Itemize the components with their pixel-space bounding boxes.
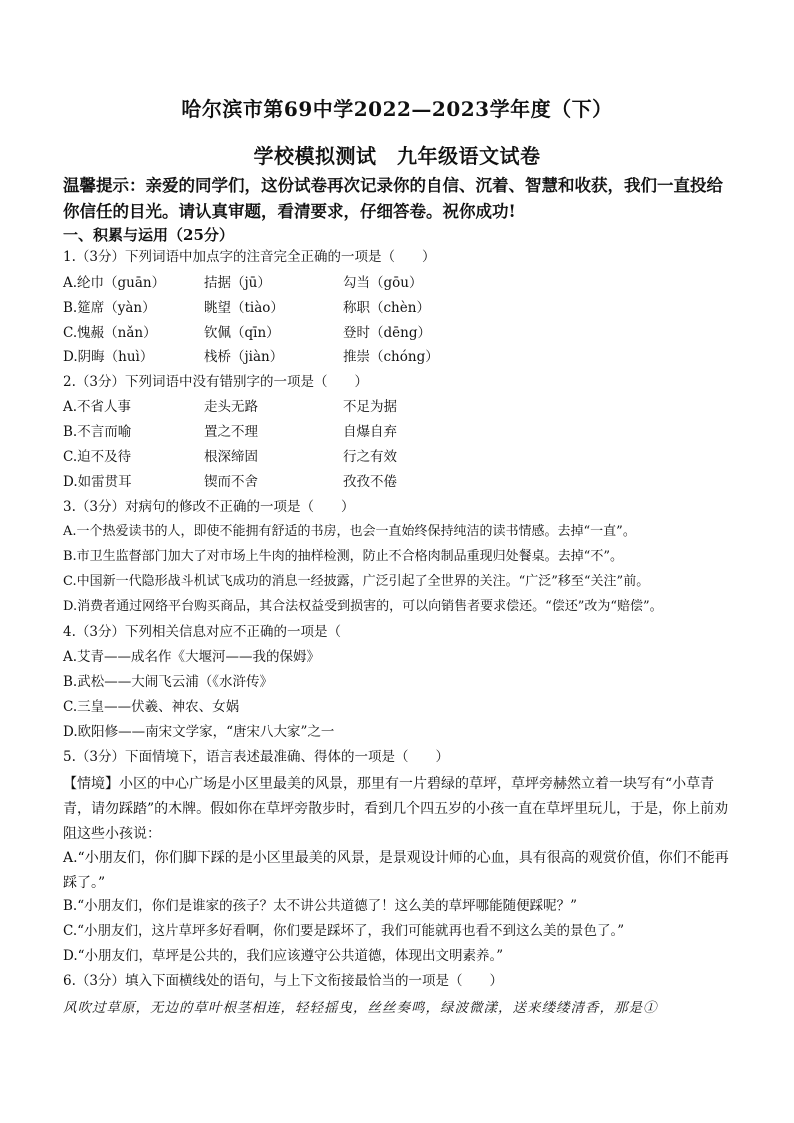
option-cell: C.愧赧（nǎn） [63,325,157,341]
option-cell: 置之不理 [204,424,258,440]
question-3-option: D.消费者通过网络平台购买商品，其合法权益受到损害的，可以向销售者要求偿还。“偿还”改为“赔偿”。 [63,599,663,614]
option-cell: 拮据（jū） [204,275,271,291]
option-cell: 推崇（chóng） [343,349,439,365]
option-cell: 自爆自弃 [343,424,397,440]
option-cell: D.如雷贯耳 [63,474,132,490]
option-cell: 勾当（gōu） [343,275,423,291]
option-cell: A.纶巾（guān） [63,275,166,291]
option-cell: 栈桥（jiàn） [204,349,284,365]
question-2-option-row [63,447,735,467]
option-cell: C.迫不及待 [63,449,132,465]
question-6-stem: 6.（3分）填入下面横线处的语句，与上下文衔接最恰当的一项是（ ） [63,973,503,989]
question-5-option: C.“小朋友们，这片草坪多好看啊，你们要是踩坏了，我们可能就再也看不到这么美的景色了。” [63,923,625,939]
exam-title-school: 哈尔滨市第69中学2022—2023学年度（下） [181,97,613,121]
question-3-stem: 3.（3分）对病句的修改不正确的一项是（ ） [63,499,355,515]
option-cell: 锲而不舍 [204,474,258,490]
section-heading: 一、积累与运用（25分） [63,226,234,244]
question-3-option: C.中国新一代隐形战斗机试飞成功的消息一经披露，广泛引起了全世界的关注。“广泛”移至“关注”前。 [63,574,650,589]
question-5-option: B.“小朋友们，你们是谁家的孩子？太不讲公共道德了！这么美的草坪哪能随便踩呢？” [63,898,578,914]
option-cell: 称职（chèn） [343,300,430,316]
question-4-stem: 4.（3分）下列相关信息对应不正确的一项是（ [63,624,341,640]
option-cell: B.筵席（yàn） [63,300,156,316]
question-4-option: D.欧阳修——南宋文学家，“唐宋八大家”之一 [63,724,335,740]
question-6-passage: 风吹过草原，无边的草叶根茎相连，轻轻摇曳，丝丝奏鸣，绿波微漾，送来缕缕清香，那是① [63,1000,658,1016]
question-2-stem: 2.（3分）下列词语中没有错别字的一项是（ ） [63,374,368,390]
question-1-option-row [63,273,735,293]
question-3-option: B.市卫生监督部门加大了对市场上牛肉的抽样检测，防止不合格肉制品重现归处餐桌。去掉“不”。 [63,549,623,564]
question-4-option: A.艾青——成名作《大堰河——我的保姆》 [63,649,321,665]
option-cell: 眺望（tiào） [204,300,284,316]
option-cell: 钦佩（qīn） [204,325,280,341]
question-1-option-row [63,298,735,318]
option-cell: 根深缔固 [204,449,258,465]
option-cell: 行之有效 [343,449,397,465]
option-cell: 不足为据 [343,399,397,415]
exam-title-subject: 学校模拟测试 九年级语文试卷 [253,144,541,168]
warm-tip: 温馨提示：亲爱的同学们，这份试卷再次记录你的自信、沉着、智慧和收获，我们一直投给你信任的目光。请认真审题，看清要求，仔细答卷。祝你成功! [63,176,723,221]
option-cell: D.阴晦（huì） [63,349,154,365]
question-1-stem: 1.（3分）下列词语中加点字的注音完全正确的一项是（ ） [63,249,436,265]
option-cell: 登时（dēng） [343,325,431,341]
question-5-context: 【情境】小区的中心广场是小区里最美的风景，那里有一片碧绿的草坪，草坪旁赫然立着一块写有“小草青青，请勿踩踏”的木牌。假如你在草坪旁散步时，看到几个四五岁的小孩一直在草坪里玩儿，于是，你上前劝阻这些小孩说： [63,776,729,842]
question-2-option-row [63,397,735,417]
question-1-option-row [63,347,735,367]
option-cell: 走头无路 [204,399,258,415]
question-1-option-row [63,323,735,343]
option-cell: 孜孜不倦 [343,474,397,490]
question-4-option: B.武松——大闹飞云浦（《水浒传》 [63,674,273,690]
option-cell: A.不省人事 [63,399,132,415]
question-5-stem: 5.（3分）下面情境下，语言表述最准确、得体的一项是（ ） [63,749,449,765]
question-2-option-row [63,422,735,442]
option-cell: B.不言而喻 [63,424,132,440]
question-5-option: D.“小朋友们，草坪是公共的，我们应该遵守公共道德，体现出文明素养。” [63,948,504,964]
question-2-option-row [63,472,735,492]
question-5-option: A.“小朋友们，你们脚下踩的是小区里最美的风景，是景观设计师的心血，具有很高的观赏价值，你们不能再踩了。” [63,850,729,891]
question-3-option: A.一个热爱读书的人，即使不能拥有舒适的书房，也会一直始终保持纯洁的读书情感。去掉“一直”。 [63,524,636,539]
question-4-option: C.三皇——伏羲、神农、女娲 [63,699,240,715]
